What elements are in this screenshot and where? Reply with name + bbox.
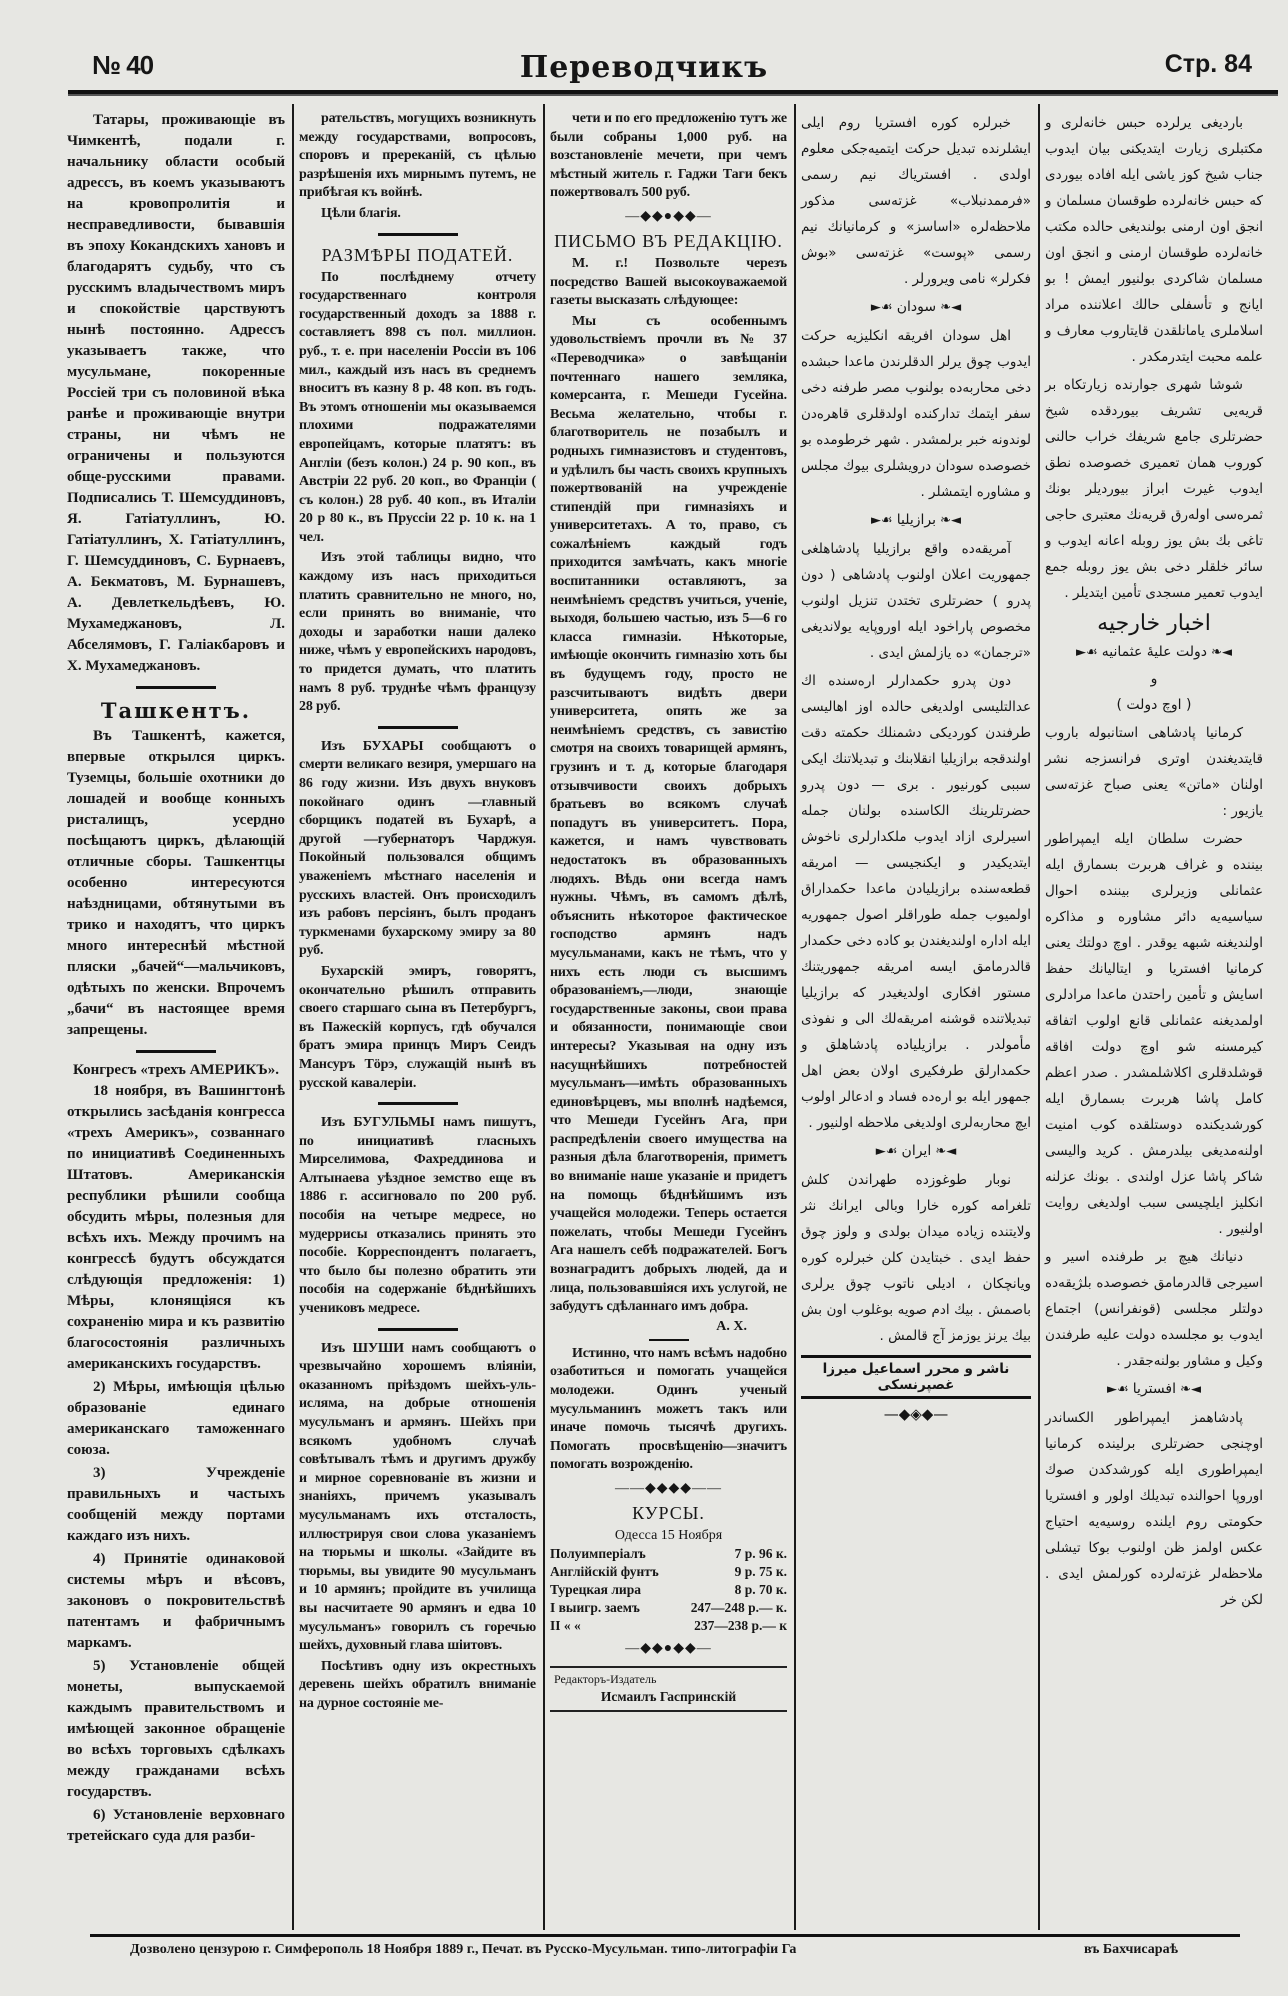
table-row bbox=[550, 1617, 787, 1635]
paragraph: 3) Учрежденіе правильныхъ и частыхъ сообщеній между портами каждаго изъ нихъ. bbox=[67, 1465, 285, 1544]
heading-text: سودان bbox=[896, 299, 937, 315]
ornament-icon: ☙► bbox=[870, 513, 897, 528]
paragraph: Мы съ особеннымъ удовольствіемъ прочли въ № 37 «Переводчика» о завѣщаніи почтеннаго нашего земляка, комерсанта, г. Мешеди Гусейна. Весьма желательно, чтобы г. благотворитель не позабылъ и родныхъ гимназистовъ и студентовъ, и удѣлилъ бы часть своихъ крупныхъ пожертвованій на учрежденіе стипендій при гимназіяхъ и университетахъ. А то, право, съ сожалѣніемъ каждый годъ приходится замѣчать, какъ многіе воспитанники оставляютъ, за неимѣніемъ средствъ учиться, ученіе, выходя, большею частью, изъ 5—6 го класса гимназіи. Нѣкоторые, имѣющіе окончить гимназію хоть бы въ будущемъ году, просто не разсчитываютъ видѣть двери университета, опять же за неимѣніемъ средствъ, съ завистію смотря на своихъ товарищей армянъ, грузинъ и т. д, которые благодаря отзывчивости своихъ добрыхъ братьевъ во всякомъ случаѣ попадутъ въ университетъ. Пора, кажется, и намъ чувствовать недостатокъ въ образованныхъ людяхъ. Вѣдь они всегда намъ нужны. Чѣмъ, въ самомъ дѣлѣ, объяснить нѣкоторое фактическое господство армянъ надъ мусульманами, какъ не тѣмъ, что у нихъ есть люди съ высшимъ образованіемъ,—люди, знающіе государственные законы, свои права и обязанности, понимающіе свои интересы? Указывая на одну изъ насущнѣйшихъ потребностей мусульманъ—имѣть образованныхъ единовѣрцевъ, мы вполнѣ надѣемся, что Мешеди Гусейнъ Ага, при распредѣленіи своего имущества на разныя дѣла благотворенія, приметъ во вниманіе наше указаніе и придетъ на помощь бѣднѣйшимъ изъ учащейся молодежи. Теперь остается пожелать, чтобы Мешеди Гусейнъ Ага нашелъ себѣ подражателей. Богъ вознаградитъ добрыхъ людей, да и лица, пользовавшіяся ихъ услугой, не забудутъ сдѣланнаго имъ добра. bbox=[550, 313, 787, 1315]
paragraph: Изъ этой таблицы видно, что каждому изъ насъ приходиться платить сравнительно не много, но, если принять во вниманіе, что доходы и заработки наши далеко ниже, чѣмъ у европейскихъ народовъ, то придется думать, что платить намъ 8 руб. труднѣе чѣмъ французу 28 руб. bbox=[299, 550, 536, 715]
editor-label: Редакторъ-Издатель bbox=[554, 1671, 657, 1686]
paragraph: чети и по его предложенію тутъ же были собраны 1,000 руб. на возстановленіе мечети, при чемъ мѣстный житель г. Гаджи Таги бекъ пожертвовалъ 500 руб. bbox=[550, 111, 787, 201]
paragraph: كرمانيا پادشاهى استانبوله باروب قايتديغندن اوترى فرانسزجه نشر اولنان «ماتن» يعنى صباح غزته‌سى يازيور : bbox=[1045, 725, 1263, 819]
ornament-icon: ◄❧ bbox=[936, 513, 962, 528]
paragraph: По послѣднему отчету государственнаго контроля государственный доходъ за 1888 г. составляетъ 898 съ пол. миллион. руб., т. е. при населеніи Россіи въ 106 мил., каждый изъ насъ въ среднемъ вноситъ въ казну 8 р. 48 коп. въ годъ. Въ этомъ отношеніи мы оказываемся плохими подражателями европейцамъ, которые платятъ: въ Англіи (безъ колон.) 24 р. 90 коп., въ Австріи 22 руб. 20 коп., во Франціи ( съ колон.) 28 руб. 40 коп., въ Италіи 20 р 80 к., въ Пруссіи 22 р. 10 к. на 1 чел. bbox=[299, 269, 536, 545]
paragraph: рательствъ, могущихъ возникнуть между государствами, вопросовъ, споровъ и пререканій, съ цѣлью разрѣшенія ихъ мирнымъ путемъ, не прибѣгая къ войнѣ. bbox=[299, 111, 536, 201]
paragraph: 18 ноября, въ Вашингтонѣ открылись засѣданія конгресса «трехъ Америкъ», созваннаго по инициативѣ Соединенныхъ Штатовъ. Американскія республики рѣшили сообща обсудить мѣры, полезныя для всѣхъ ихъ. Между прочимъ на конгрессѣ будутъ обсуждатся слѣдующія предложенія: 1) Мѣры, клонящіяся къ сохраненію мира и къ развитію благосостоянія различныхъ американскихъ государствъ. bbox=[67, 1083, 285, 1372]
paragraph: Истинно, что намъ всѣмъ надобно озаботиться и помогать учащейся молодежи. Одинъ ученый мусульманинъ можетъ такъ или иначе помочь тысячѣ другихъ. Помогать просвѣщенію—значитъ помогать возрожденію. bbox=[550, 1345, 787, 1473]
censor-imprint: Дозволено цензурою г. Симферополь 18 Ноября 1889 г., Печат. въ Русско-Мусульман. типо-литографіи Га bbox=[130, 1942, 797, 1957]
paragraph: 5) Установленіе общей монеты, выпускаемой каждымъ правительствомъ и имѣющей законное обращеніе во всѣхъ торговыхъ сдѣлкахъ между гражданами всѣхъ государствъ. bbox=[67, 1658, 285, 1800]
paragraph: پادشاهمز ايمپراطور الكساندر اوچنجى حضرتلرى برلينده كرمانيا ايمپراطورى ايله كورشدكدن صوك اوروپا احوالنده تبديلك اولور و افستريا حكومتى روم ايلنده روسيه‌يه احتياج عكس اولمز ظن اولنوب بوكا تيشلى ملاحظه‌لر غزته‌لرده كورلمش ايدى . لكن خر bbox=[1045, 1410, 1263, 1608]
heading-three-powers: ( اوچ دولت ) bbox=[1116, 697, 1192, 713]
paragraph: Цѣли благія. bbox=[321, 205, 401, 221]
rate-value: 8 р. 70 к. bbox=[734, 1581, 787, 1597]
newspaper-title: Переводчикъ bbox=[519, 50, 769, 85]
paragraph: 2) Мѣры, имѣющія цѣлью образованіе единаго американскаго таможеннаго союза. bbox=[67, 1379, 285, 1458]
fleuron-ornament: —◆◆●◆◆— bbox=[625, 1640, 712, 1656]
page-number: Стр. 84 bbox=[1164, 50, 1252, 78]
heading-text: دولت عليهٔ عثمانيه bbox=[1101, 644, 1207, 660]
heading-tashkent: Ташкентъ. bbox=[100, 698, 252, 723]
rate-name: Турецкая лира bbox=[550, 1581, 641, 1597]
article-bukhara: Изъ БУХАРЫ сообщаютъ о смерти великаго везиря, умершаго на 86 году жизни. Изъ двухъ внуковъ покойнаго одинъ —главный сборщикъ податей въ Бухарѣ, а другой —губернаторъ Чарджуя. Покойный пользовался общимъ уваженіемъ мѣстнаго населенія и русскихъ властей. Онъ происходилъ изъ рабовъ персіянъ, былъ проданъ туркменами бухарскому эмиру за 80 руб. bbox=[299, 738, 536, 959]
editor-name: Исмаилъ Гаспринскій bbox=[600, 1688, 737, 1704]
heading-letter: ПИСЬМО ВЪ РЕДАКЦІЮ. bbox=[554, 230, 783, 251]
article-bugulma: Изъ БУГУЛЬМЫ намъ пишутъ, по инициативѣ гласныхъ Мирселимова, Фахреддинова и Алтынаева уѣздное земство еще въ 1886 г. ассигновало по 200 руб. пособія на четыре медресе, но мудеррисы отказались принять это пособіе. Корреспондентъ полагаетъ, что было бы полезно обратить эти пособія на содержаніе бѣднѣйшихъ учениковъ медресе. bbox=[299, 1115, 536, 1317]
ornament-icon: ◄❧ bbox=[931, 1144, 957, 1159]
rate-value: 7 р. 96 к. bbox=[734, 1545, 787, 1561]
paragraph: آمريقه‌ده واقع برازيليا پادشاهلغى جمهوريت اعلان اولنوب پادشاهى ( دون پدرو ) حضرتلرى تختدن تنزيل اولنوب مخصوص پاراخود ايله اوروپايه يولانديغى «ترجمان» ده يازلمش ايدى . bbox=[801, 541, 1031, 661]
separator bbox=[378, 1102, 458, 1105]
heading-brazil bbox=[801, 509, 1031, 532]
heading-text: ايران bbox=[901, 1143, 932, 1159]
paragraph: نوبار طوغوزده طهراندن كلش تلغرامه كوره خارا وبالى ايرانك نثر ولايتنده زياده ميدان بولدى و ولوز چوق حفظ ايدى . خبتايدن كلن خبرلره كوره ويانچكان ، اديلى ناتوب چوق يرلرى باصمش . بيك ادم صويه بوغلوب اون بش بيك يرنز يوزمز آج قالمش . bbox=[801, 1172, 1031, 1344]
article-shusha: Изъ ШУШИ намъ сообщаютъ о чрезвычайно хорошемъ вліяніи, оказанномъ пріѣздомъ шейхъ-уль-исляма, на добрые отношенія мусульманъ и армянъ. Шейхъ при всякомъ удобномъ случаѣ совѣтывалъ тѣмъ и другимъ дружбу и мирное соревнованіе въ жизни и знаніяхъ, причемъ указывалъ мусульманамъ ихъ отсталость, иллюстрируя свои слова указаніемъ на тюрьмы и школы. «Зайдите въ тюрьмы, вы увидите 90 мусульманъ и 10 армянъ; пройдите въ училища вы насчитаете 90 армянъ и едва 10 мусульманъ» говорилъ съ горечью шейхъ, духовный глава шіитовъ. bbox=[299, 1340, 536, 1654]
separator bbox=[378, 1328, 458, 1331]
header-rule bbox=[68, 90, 1278, 96]
ornament-icon: ◄❧ bbox=[936, 300, 962, 315]
table-row bbox=[550, 1563, 787, 1581]
ornament-icon: ☙► bbox=[1106, 1382, 1133, 1397]
column-2 bbox=[292, 104, 543, 1716]
rate-name: Полуимперіалъ bbox=[550, 1545, 646, 1561]
rate-name: II « « bbox=[550, 1617, 581, 1633]
editor-box bbox=[550, 1666, 787, 1712]
fleuron-ornament: —◆◆●◆◆— bbox=[625, 208, 712, 224]
paragraph: شوشا شهرى جوارنده زيارتكاه بر قريه‌يى تشريف بيوردقده شيخ حضرتلرى جامع شريفك خراب حالنى كوروب همان تعميرى خصوصده نطق ايدوب غيرت ابراز بيورديلر بونك ثمره‌سى اوله‌رق قريه‌نك معتبرى حاجى تاغى بك بش يوز روبله اعانه ايدوب و سائر خلقلر دخى بش يوز روبله جمع ايدوب تعمير مسجدى تأمين ايتديلر . bbox=[1045, 377, 1263, 601]
heading-congress: Конгресъ «трехъ АМЕРИКЪ». bbox=[72, 1062, 280, 1078]
paragraph: 6) Установленіе верховнаго третейскаго суда для разби- bbox=[67, 1807, 285, 1844]
rate-value: 237—238 р.— к bbox=[694, 1617, 787, 1633]
ornament-icon: ◄❧ bbox=[1175, 1382, 1201, 1397]
heading-text: برازيليا bbox=[896, 512, 937, 528]
separator bbox=[378, 726, 458, 729]
ornament-icon: ☙► bbox=[875, 1144, 902, 1159]
column-1 bbox=[60, 104, 292, 1849]
separator bbox=[136, 686, 216, 689]
heading-sudan bbox=[801, 296, 1031, 319]
separator bbox=[136, 1050, 216, 1053]
ornament-icon: ◄❧ bbox=[1206, 645, 1233, 660]
article-tashkent: Въ Ташкентѣ, кажется, впервые открылся циркъ. Туземцы, большіе охотники до лошадей и вообще конныхъ ристалищъ, усердно посѣщаютъ циркъ, дѣлающій отличные сборы. Ташкентцы особенно интересуются наѣздницами, обтянутыми въ трико и находятъ, что циркъ много интереснѣй мѣстной пляски „бачей“—мальчиковъ, одѣтыхъ по женски. Впрочемъ „бачи“ въ настоящее время запрещены. bbox=[67, 728, 285, 1038]
paragraph: دون پدرو حكمدارلر ارەسنده اك عدالتليسى اولديغى حالده اوز اهاليسى طرفندن كورديكى دشمنلك حكمته دقت اولندقجه برازيليا انقلابنك و تبديلاتنك ايكى سببى كورنيور . برى — دون پدرو حضرتلرينك الكاسنده بولنان جمله اسيرلرى ازاد ايدوب ملكدارلرى ناخوش ايتديكيدر و ايكنجيسى — امريقه قطعه‌سنده برازيليادن ماعدا حكمداراق اولميوب جمله طوراقلر اصول جمهوريه ايله اداره اولنديغندن بو كاده دخى حكمدار قالدرمامق ايسه امريقه جمهوريتنك مستور افكارى اولديغيدر كه برازيليا تبديلاتنده قوشنه امريقه‌لك الى و نفوذى مأمولدر . برازيلياده پادشاهلق و حكمدارلق طرفكيرى اولان بعض اهل جمهور ايله بو ارەده فساد و ادعالر اولوب ايچ محاربه‌لرى اولديغى ملاحظه اولنيور . bbox=[801, 673, 1031, 1131]
paragraph: اهل سودان افريقه انكليزيه حركت ايدوب چوق يرلر الدقلرندن ماعدا حبشده دخى محاربه‌ده بولنوب مصر طرفنه دخى سفر ايتمك تداركنده اولدقلرى قاهره‌دن لوندونه خبر برلمشدر . شهر خرطومده بو خصوصده سودان درويشلرى بيوك مجلس و مشاوره ايتمشلر . bbox=[801, 328, 1031, 500]
paragraph: Посѣтивъ одну изъ окрестныхъ деревень шейхъ обратилъ вниманіе на дурное состояніе ме- bbox=[299, 1658, 536, 1711]
separator bbox=[378, 233, 458, 236]
heading-rates: КУРСЫ. bbox=[632, 1502, 705, 1523]
table-row bbox=[550, 1581, 787, 1599]
columns bbox=[60, 104, 1263, 1930]
paragraph: خبرلره كوره افستريا روم ايلى ايشلرنده تبديل حركت ايتميه‌جكى معلوم اولدى . افسترياك نيم رسمى «فرممدنبلاب» غزته‌سى مذكور ملاحظه‌لره «اساسز» و كرمانيانك نيم رسمى «پوست» غزته‌سى «بوش فكرلر» نامى ويرورلر . bbox=[801, 115, 1031, 287]
fleuron-ornament: —◆◈◆— bbox=[883, 1405, 949, 1423]
signature: А. Х. bbox=[716, 1318, 747, 1334]
rate-value: 247—248 р.— к. bbox=[690, 1599, 787, 1615]
print-place: въ Бахчисараѣ bbox=[1084, 1942, 1178, 1957]
footer-rule bbox=[90, 1934, 1240, 1937]
ornament-icon: ☙► bbox=[1075, 645, 1102, 660]
separator bbox=[649, 1339, 689, 1341]
heading-iran bbox=[801, 1140, 1031, 1163]
paragraph: بارديغى يرلرده حبس خانه‌لرى و مكتبلرى زيارت ايتديكنى بيان ايدوب جناب شيخ كوز ياشى ايله افاده بيوردى كه حبس خانه‌لرده طوقسان مسلمان و انجق اون ارمنى بولنديغى حالده مكتب خانه‌لرده طوقسان ارمنى و انجق اون مسلمان شاكردى بولنيور ايمش ! بو ايانج و تأسفلى حالك اعلاننده مراد اسلاملرى يامانلقدن قايتاروب معارف و علمه محبت ايتدرمكدر . bbox=[1045, 115, 1263, 365]
heading-text: افستريا bbox=[1132, 1381, 1176, 1397]
heading-ottoman bbox=[1045, 641, 1263, 664]
paragraph: 4) Принятіе одинаковой системы мѣръ и вѣсовъ, законовъ о покровительствѣ патентамъ и фабричнымъ маркамъ. bbox=[67, 1551, 285, 1651]
publisher-line: ناشر و محرر اسماعيل ميرزا غصپرنسكى bbox=[801, 1355, 1031, 1399]
paragraph: Бухарскій эмиръ, говорятъ, окончательно рѣшилъ отправить своего старшаго сына въ Петербургъ, въ Пажескій корпусъ, гдѣ обучался братъ эмира принцъ Миръ Сеидъ Мансуръ Тöрэ, служащій нынѣ въ русской кавалеріи. bbox=[299, 963, 536, 1091]
heading-taxes: РАЗМѢРЫ ПОДАТЕЙ. bbox=[321, 244, 514, 265]
column-4 bbox=[794, 104, 1038, 1423]
rate-name: I выигр. заемъ bbox=[550, 1599, 640, 1615]
fleuron-ornament: ——◆◆◆◆—— bbox=[614, 1480, 723, 1496]
rate-name: Англійскій фунтъ bbox=[550, 1563, 659, 1579]
exchange-rates-table bbox=[550, 1545, 787, 1635]
table-row bbox=[550, 1545, 787, 1563]
ornament-icon: ☙► bbox=[870, 300, 897, 315]
paragraph: دنيانك هيچ بر طرفنده اسير و اسيرجى قالدرمامق خصوصده بلژيقه‌ده دولتلر مجلسى (قونفرانس) اجتماع ايدوب بو مجلسده دولت عليه طرفندن وكيل و مشاور بولنه‌جقدر . bbox=[1045, 1249, 1263, 1369]
heading-foreign-news: اخبار خارجيه bbox=[1097, 611, 1211, 636]
heading-austria bbox=[1045, 1378, 1263, 1401]
table-row bbox=[550, 1599, 787, 1617]
rate-value: 9 р. 75 к. bbox=[734, 1563, 787, 1579]
rates-date: Одесса 15 Ноября bbox=[614, 1527, 723, 1543]
column-3 bbox=[543, 104, 794, 1712]
paragraph: М. г.! Позвольте черезъ посредство Вашей высокоуважаемой газеты высказать слѣдующее: bbox=[550, 255, 787, 309]
paragraph: حضرت سلطان ايله ايمپراطور بيننده و غراف هربرت بسمارق ايله عثمانلى وزيرلرى بيننده احوال سياسيه‌يه دائر مشاوره و مذاكره اولنديغنه شبهه يوقدر . اوچ دولتك يعنى كرمانيا افستريا و ايتاليانك حفظ اسايش و تأمين راحتدن ماعدا مرادلرى اولمديغنه عثمانلى قانع اولوب اتفاقه كيرمسنه شو اوچ دولت افاقه قوشلدقلرى اكلاشلمشدر . صدر اعظم كامل پاشا هربرت بسمارق ايله كورشديكنده دوستلقده كوب امنيت اولنه‌مديغى بيلدرمش . كريد واليسى شاكر پاشا عزل اولندى . بونك عزلنه انكليز ايلچيسى سبب اولديغى روايت اولنيور . bbox=[1045, 831, 1263, 1237]
masthead bbox=[0, 0, 1288, 100]
column-5 bbox=[1038, 104, 1270, 1615]
heading-and: و bbox=[1150, 671, 1158, 687]
article-chimkent: Татары, проживающіе въ Чимкентѣ, подали г. начальнику области особый адрессъ, въ коемъ указываютъ на кровопролитія и несправедливости, бывавшія въ эпоху Кокандскихъ хановъ и благодарятъ судьбу, что съ русскимъ владычествомъ миръ и спокойствіе царствуютъ нынѣ постоянно. Адрессъ указываетъ также, что мусульмане, покоренные Россіей три съ половиной вѣка ранѣе и проживающіе внутри страны, ни чѣмъ не ограничены и пользуются обще-русскими правами. Подписались Т. Шемсуддиновъ, Я. Гатіатуллинъ, Ю. Гатіатуллинъ, Х. Гатіатуллинъ, Г. Шемсуддиновъ, С. Бурнаевъ, А. Бекматовъ, М. Бурнашевъ, А. Девлеткельдѣевъ, Ю. Мухамеджановъ, Л. Абселямовъ, Г. Галіакбаровъ и Х. Мухамеджановъ. bbox=[67, 112, 285, 674]
issue-number: № 40 bbox=[92, 50, 154, 80]
